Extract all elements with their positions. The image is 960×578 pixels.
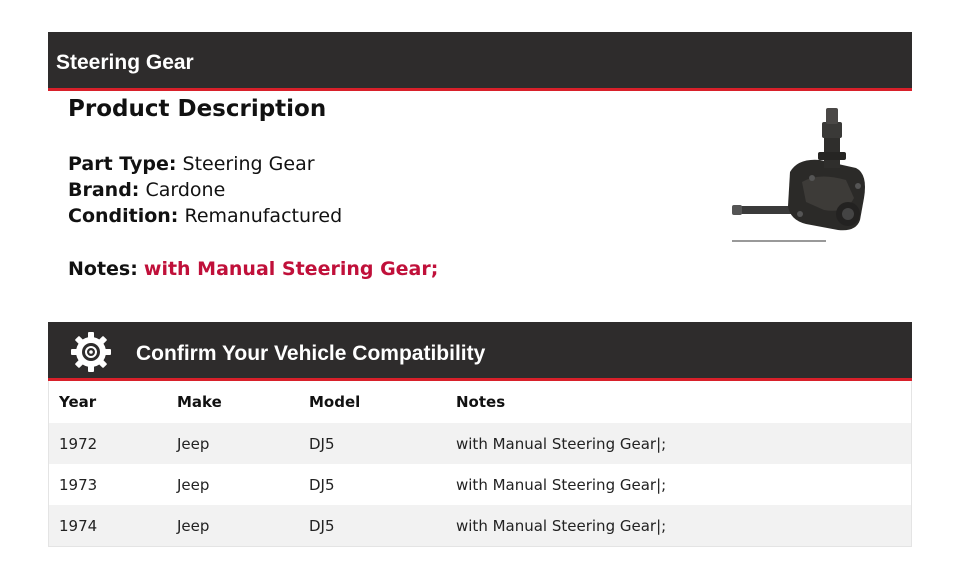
cell-notes: with Manual Steering Gear|; xyxy=(456,434,667,453)
spec-condition xyxy=(68,203,342,229)
column-header-model: Model xyxy=(309,393,361,411)
cell-make: Jeep xyxy=(177,516,210,535)
table-row xyxy=(49,423,912,464)
cell-make: Jeep xyxy=(177,434,210,453)
product-title: Steering Gear xyxy=(56,51,194,74)
brand-label: Brand: xyxy=(68,179,140,201)
column-header-make: Make xyxy=(177,393,222,411)
cell-year: 1973 xyxy=(59,475,98,494)
cell-model: DJ5 xyxy=(309,475,335,494)
cell-model: DJ5 xyxy=(309,516,335,535)
compatibility-bar xyxy=(48,322,912,381)
cell-year: 1974 xyxy=(59,516,98,535)
part-type-label: Part Type: xyxy=(68,153,177,175)
cell-notes: with Manual Steering Gear|; xyxy=(456,475,667,494)
compatibility-title: Confirm Your Vehicle Compatibility xyxy=(136,342,486,365)
condition-value: Remanufactured xyxy=(184,205,343,227)
cell-model: DJ5 xyxy=(309,434,335,453)
notes-label: Notes: xyxy=(68,258,138,280)
steering-gear-photo xyxy=(728,102,868,246)
table-header-row xyxy=(49,381,912,423)
cell-make: Jeep xyxy=(177,475,210,494)
cell-notes: with Manual Steering Gear|; xyxy=(456,516,667,535)
brand-value: Cardone xyxy=(145,179,226,201)
description-heading: Product Description xyxy=(68,96,327,122)
notes-value: with Manual Steering Gear; xyxy=(143,258,439,280)
condition-label: Condition: xyxy=(68,205,179,227)
column-header-year: Year xyxy=(59,393,97,411)
spec-part-type xyxy=(68,151,315,177)
table-row xyxy=(49,505,912,547)
spec-brand xyxy=(68,177,225,203)
cell-year: 1972 xyxy=(59,434,98,453)
part-type-value: Steering Gear xyxy=(182,153,315,175)
product-title-bar xyxy=(48,32,912,91)
spec-notes xyxy=(68,256,438,282)
compatibility-table xyxy=(48,381,912,547)
gear-car-icon xyxy=(70,331,112,373)
table-row xyxy=(49,464,912,505)
column-header-notes: Notes xyxy=(456,393,506,411)
